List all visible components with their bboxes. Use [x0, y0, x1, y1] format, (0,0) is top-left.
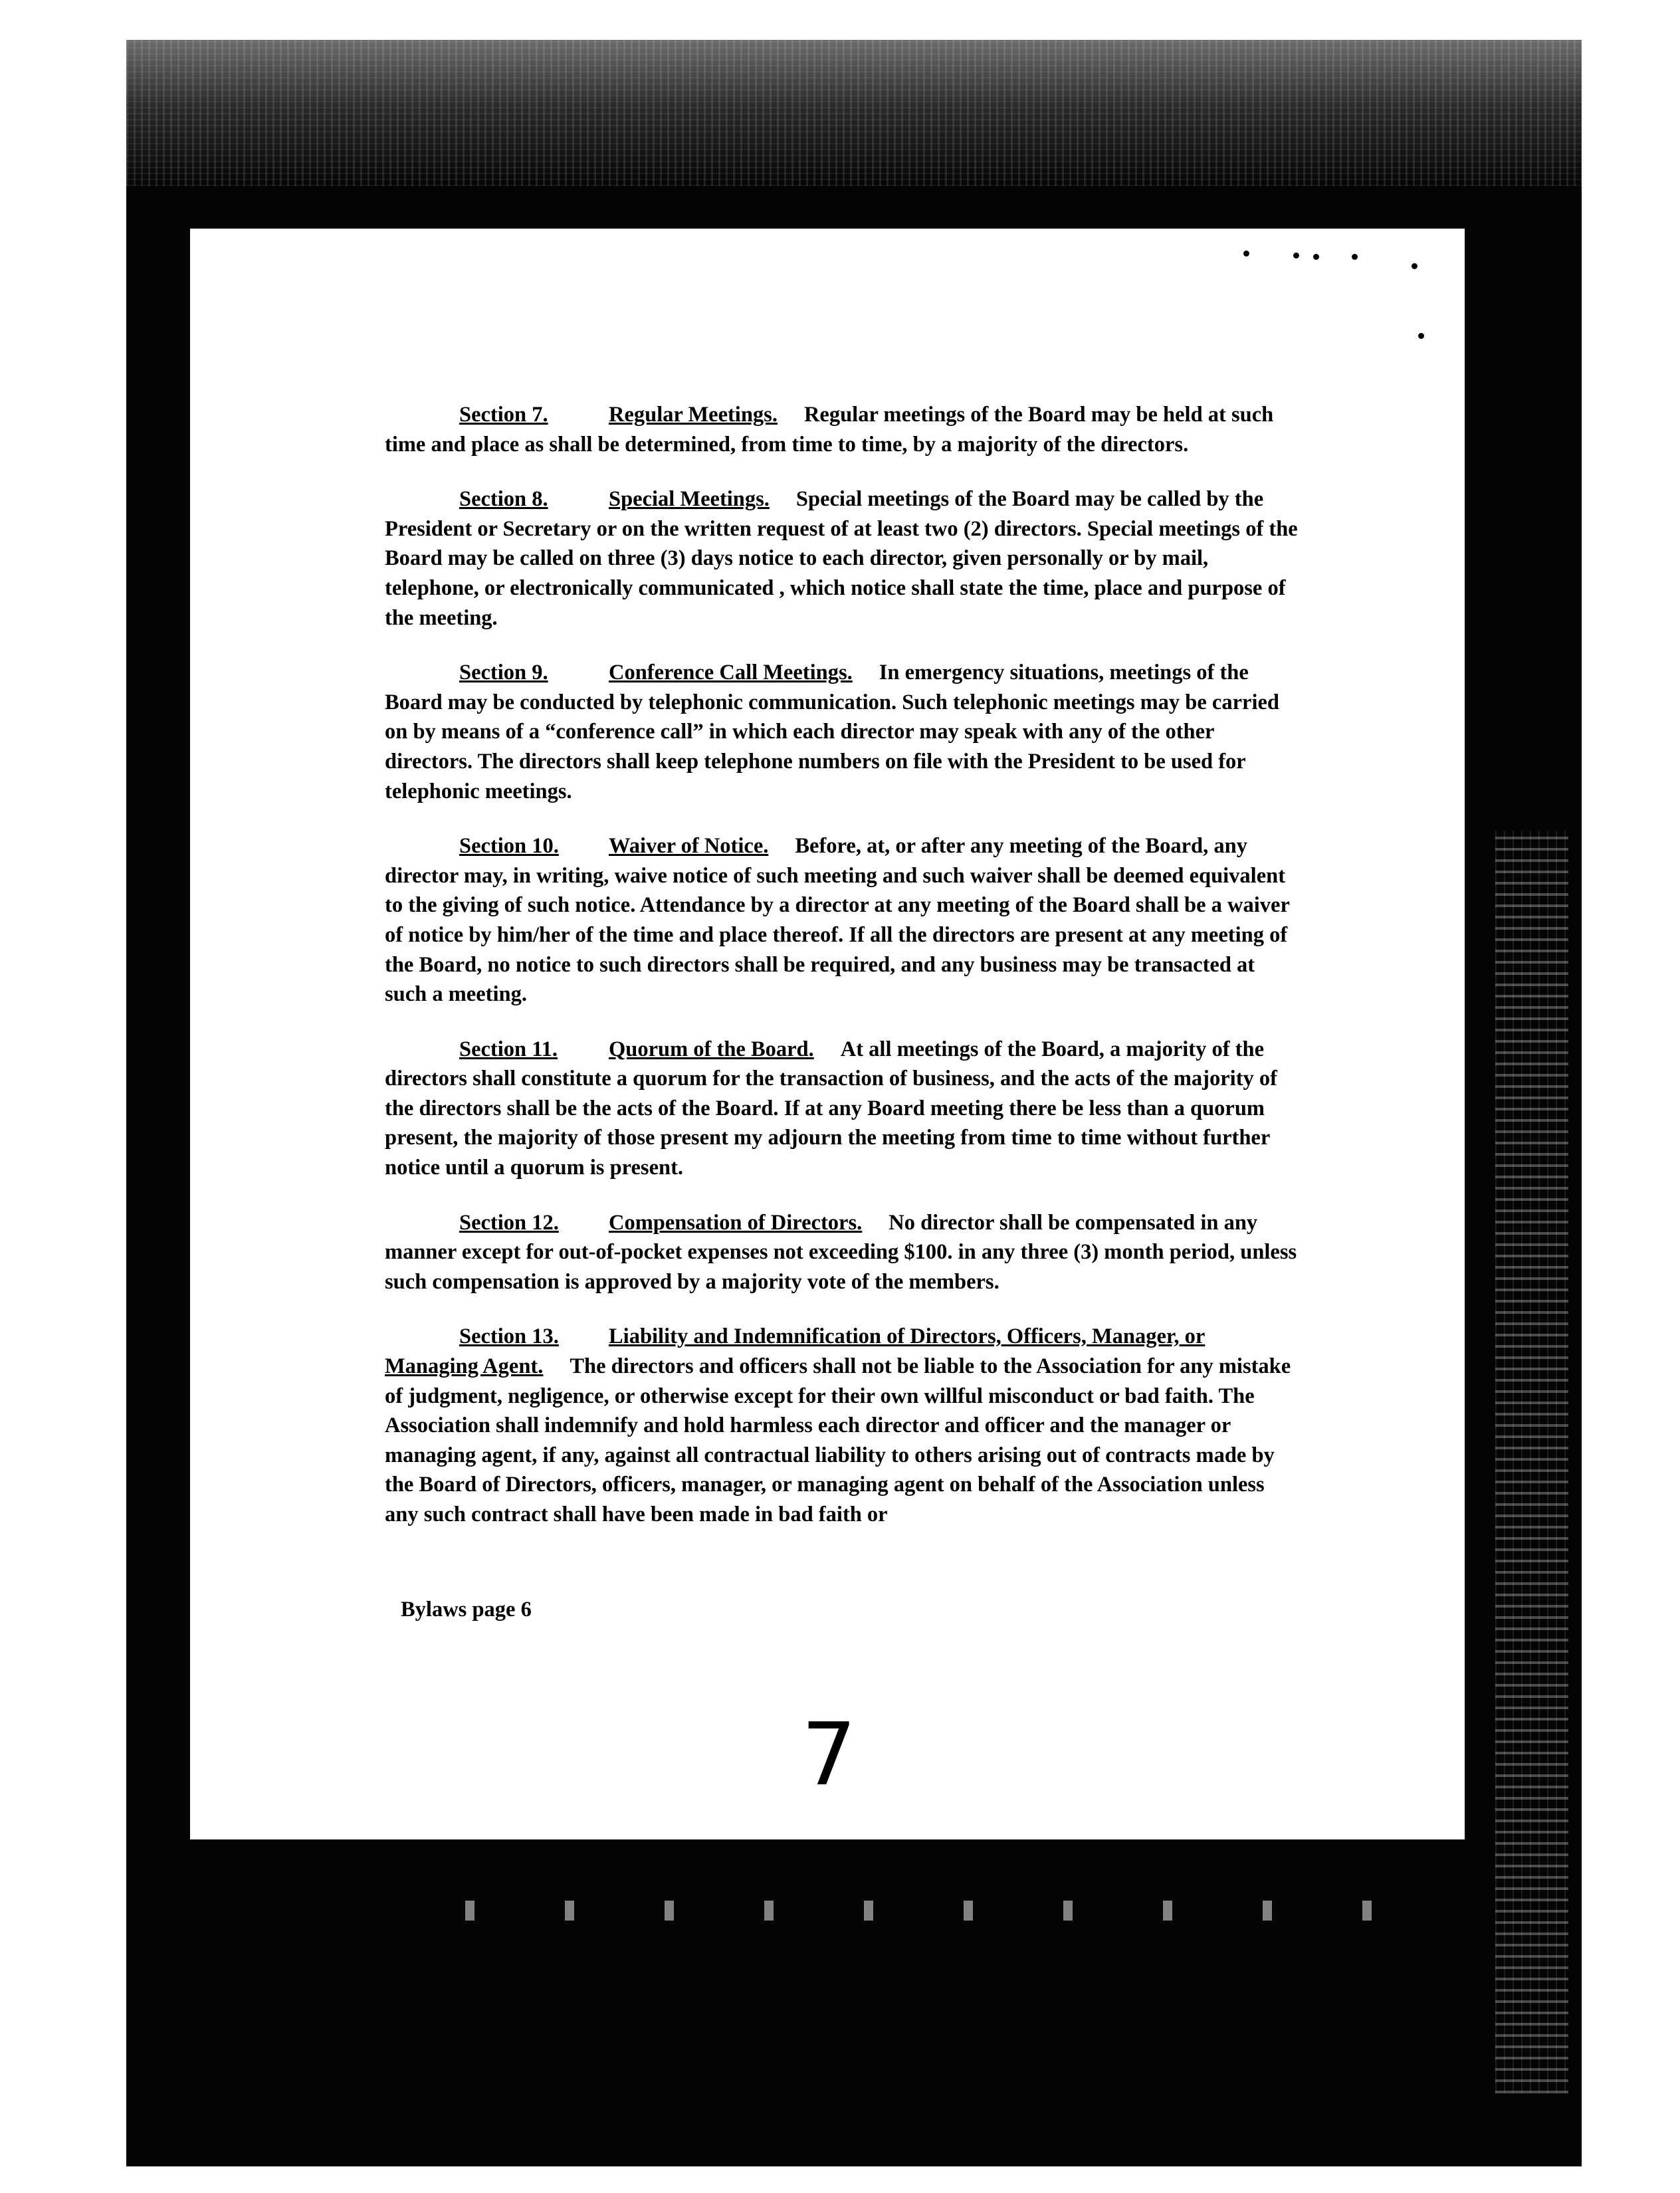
section-title: Quorum of the Board.	[609, 1037, 814, 1061]
speck	[1243, 251, 1249, 257]
scan-noise-top	[126, 40, 1582, 186]
section-7	[385, 400, 1302, 459]
speck	[1352, 254, 1358, 260]
section-11	[385, 1035, 1302, 1183]
section-9	[385, 658, 1302, 806]
section-13	[385, 1322, 1302, 1529]
bylaws-body	[385, 400, 1302, 1555]
section-text: Before, at, or after any meeting of the Board, any director may, in writing, waive notice of such meeting and such waiver shall be deemed equivalent to the giving of such notice. Attendance by a director at any meeting of the Board shall be a waiver of notice by him/her of the time and place thereof. If all the directors are present at any meeting of the Board, no notice to such directors shall be required, and any business may be transacted at such a meeting.	[385, 834, 1290, 1007]
section-number: Section 12.	[459, 1210, 559, 1235]
page-footer: Bylaws page 6	[401, 1598, 532, 1621]
section-8	[385, 484, 1302, 633]
handwritten-page-number: 7	[801, 1704, 857, 1805]
section-number: Section 9.	[459, 661, 548, 685]
scan-noise-right-edge	[1495, 831, 1568, 2093]
section-number: Section 13.	[459, 1324, 559, 1349]
document-page	[190, 229, 1465, 1839]
section-number: Section 7.	[459, 403, 548, 427]
section-text: Regular meetings of the Board may be held at such time and place as shall be determined, from time to time, by a majority of the directors.	[385, 403, 1274, 457]
section-text: At all meetings of the Board, a majority of the directors shall constitute a quorum for the transaction of business, and the acts of the majority of the directors shall be the acts of the Board. If at any Board meeting there be less than a quorum present, the majority of those present my adjourn the meeting from time to time without further notice until a quorum is present.	[385, 1037, 1277, 1180]
section-title: Liability and Indemnification of Directors, Officers, Manager, or Managing Agent.	[385, 1324, 1206, 1379]
section-number: Section 11.	[459, 1037, 558, 1061]
speck	[1412, 263, 1418, 269]
section-text: In emergency situations, meetings of the Board may be conducted by telephonic communication. Such telephonic meetings may be carried on by means of a “conference call” in which each director may speak with any of the other directors. The directors shall keep telephone numbers on file with the President to be used for telephonic meetings.	[385, 661, 1279, 803]
section-title: Regular Meetings.	[609, 403, 778, 427]
section-text: No director shall be compensated in any manner except for out-of-pocket expenses not exceeding $100. in any three (3) month period, unless such compensation is approved by a majority vote of the members.	[385, 1210, 1297, 1294]
section-title: Conference Call Meetings.	[609, 661, 853, 685]
section-number: Section 8.	[459, 487, 548, 512]
scan-noise-bottom	[465, 1901, 1462, 1921]
speck	[1313, 254, 1319, 260]
section-title: Compensation of Directors.	[609, 1210, 863, 1235]
speck	[1293, 253, 1299, 259]
section-12	[385, 1208, 1302, 1297]
section-number: Section 10.	[459, 834, 559, 859]
section-title: Special Meetings.	[609, 487, 770, 512]
speck	[1418, 333, 1424, 339]
section-title: Waiver of Notice.	[609, 834, 769, 859]
section-text: The directors and officers shall not be liable to the Association for any mistake of judgment, negligence, or otherwise except for their own willful misconduct or bad faith. The Association shall indemnify and hold harmless each director and officer and the manager or managing agent, if any, against all contractual liability to others arising out of contracts made by the Board of Directors, officers, manager, or managing agent on behalf of the Association unless any such contract shall have been made in bad faith or	[385, 1354, 1291, 1526]
section-text: Special meetings of the Board may be called by the President or Secretary or on the written request of at least two (2) directors. Special meetings of the Board may be called on three (3) days notice to each director, given personally or by mail, telephone, or electronically communicated , which notice shall state the time, place and purpose of the meeting.	[385, 487, 1298, 630]
section-10	[385, 831, 1302, 1009]
